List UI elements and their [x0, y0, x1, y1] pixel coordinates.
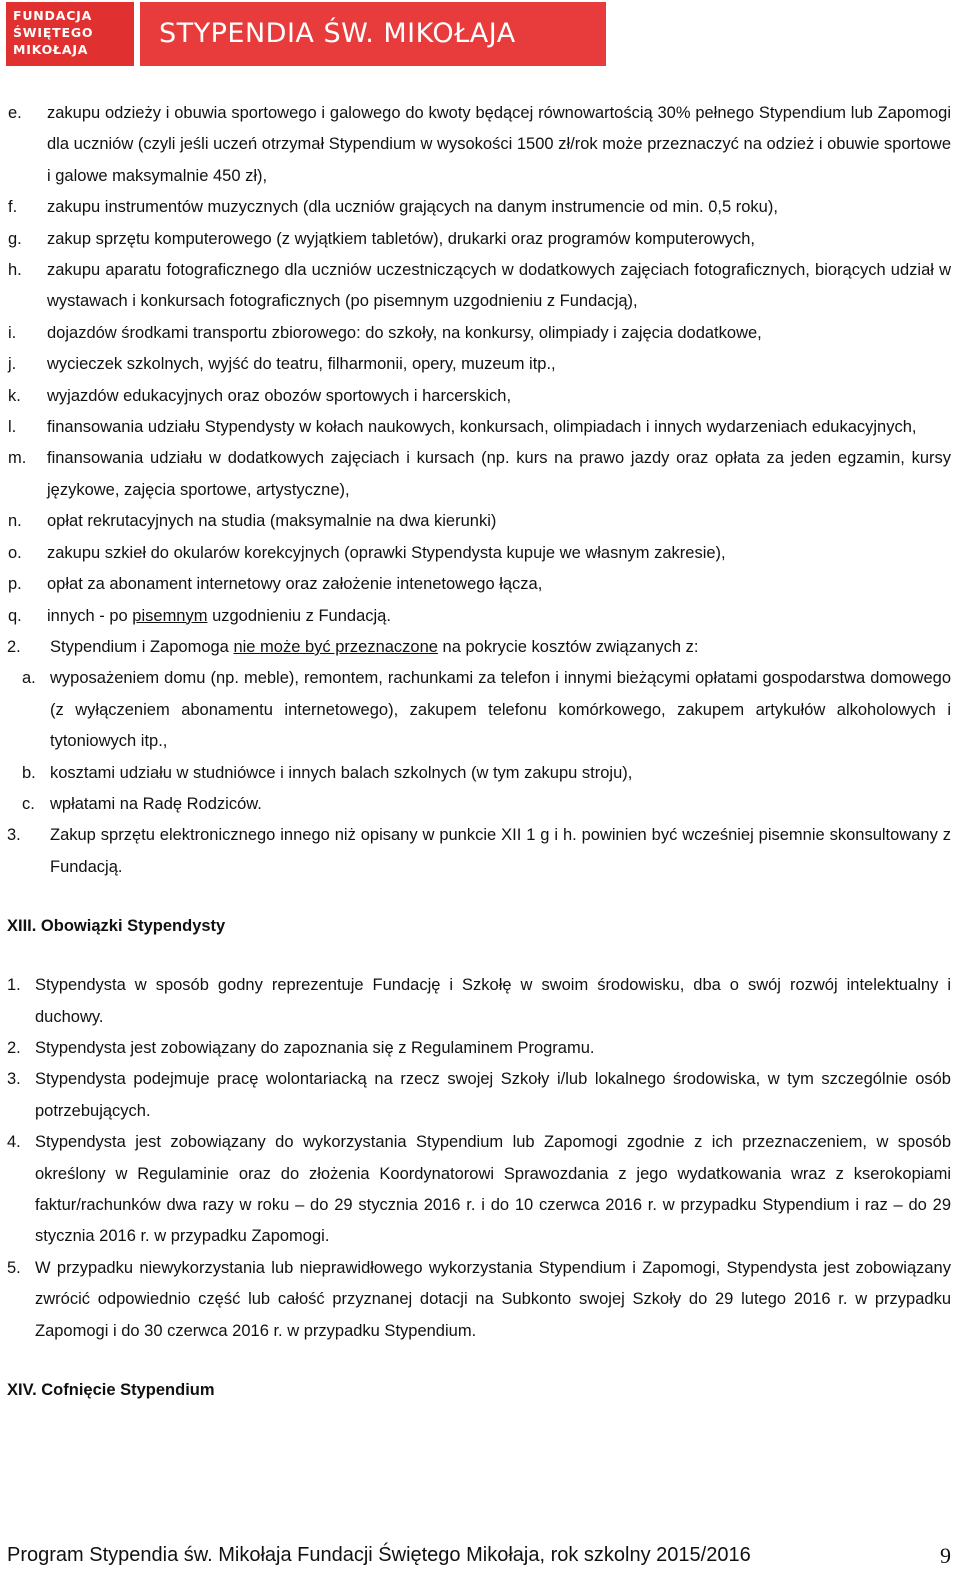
- excluded-expenses-list: [0, 663, 960, 820]
- list-item: [0, 569, 960, 600]
- list-text: Zakup sprzętu elektronicznego innego niż opisany w punkcie XII 1 g i h. powinien być wcześniej pisemnie skonsultowany z Fundacją.: [50, 826, 951, 876]
- list-text: Stypendysta jest zobowiązany do zapoznania się z Regulaminem Programu.: [35, 1038, 595, 1057]
- list-item: [0, 1253, 960, 1347]
- list-text: zakupu aparatu fotograficznego dla uczniów uczestniczących w dodatkowych zajęciach fotograficznych, biorących udział w wystawach i konkursach fotograficznych (po pisemnym uzgodnieniu z Fundacją),: [47, 261, 951, 311]
- list-item: [0, 663, 960, 757]
- list-marker: c.: [22, 794, 35, 813]
- list-item: [0, 601, 960, 632]
- list-marker: 3.: [7, 826, 21, 845]
- list-text: Stypendium i Zapomoga nie może być przeznaczone na pokrycie kosztów związanych z:: [50, 637, 699, 656]
- list-text: zakup sprzętu komputerowego (z wyjątkiem tabletów), drukarki oraz programów komputerowych,: [47, 229, 755, 248]
- list-marker: q.: [8, 606, 22, 625]
- obligations-list: [0, 970, 960, 1347]
- list-item: [0, 224, 960, 255]
- list-item: [0, 789, 960, 820]
- list-marker: 5.: [7, 1258, 21, 1277]
- list-text: wyjazdów edukacyjnych oraz obozów sportowych i harcerskich,: [47, 386, 512, 405]
- list-text: Stypendysta jest zobowiązany do wykorzystania Stypendium lub Zapomogi zgodnie z ich przeznaczeniem, w sposób określony w Regulaminie oraz do złożenia Koordynatorowi Sprawozdania z jego wydatkowania wraz z kserokopiami faktur/rachunków dwa razy w roku – do 29 stycznia 2016 r. i do 10 czerwca 2016 r. w przypadku Stypendium i raz – do 29 stycznia 2016 r. w przypadku Zapomogi.: [35, 1133, 951, 1246]
- list-text: zakupu szkieł do okularów korekcyjnych (oprawki Stypendysta kupuje we własnym zakresie),: [47, 543, 726, 562]
- list-item: [0, 255, 960, 318]
- list-marker: n.: [8, 512, 22, 531]
- list-text: wycieczek szkolnych, wyjść do teatru, filharmonii, opery, muzeum itp.,: [47, 355, 556, 374]
- list-item: [0, 1033, 960, 1064]
- list-marker: f.: [8, 198, 18, 217]
- list-text: dojazdów środkami transportu zbiorowego: do szkoły, na konkursy, olimpiady i zajęcia dodatkowe,: [47, 323, 762, 342]
- list-text: W przypadku niewykorzystania lub nieprawidłowego wykorzystania Stypendium i Zapomogi, Stypendysta jest zobowiązany zwrócić odpowiednio część lub całość przyznanej dotacji na Subkonto swojej Szkoły do 29 lutego 2016 r. w przypadku Zapomogi i do 30 czerwca 2016 r. w przypadku Stypendium.: [35, 1258, 951, 1340]
- list-marker: i.: [8, 323, 17, 342]
- logo-line: MIKOŁAJA: [13, 42, 89, 57]
- page-header: [6, 2, 606, 66]
- list-marker: 4.: [7, 1133, 21, 1152]
- list-text: Stypendysta podejmuje pracę wolontariacką na rzecz swojej Szkoły i/lub lokalnego środowiska, w tym szczególnie osób potrzebujących.: [35, 1070, 951, 1120]
- list-item: [0, 98, 960, 192]
- list-marker: p.: [8, 575, 22, 594]
- list-item: [0, 758, 960, 789]
- list-item: [0, 538, 960, 569]
- list-item: [0, 970, 960, 1033]
- logo-line: ŚWIĘTEGO: [13, 25, 94, 40]
- header-banner: STYPENDIA ŚW. MIKOŁAJA: [140, 2, 606, 66]
- list-item: [0, 632, 960, 663]
- list-item: [0, 192, 960, 223]
- list-marker: b.: [22, 763, 36, 782]
- list-marker: l.: [8, 418, 17, 437]
- list-marker: g.: [8, 229, 22, 248]
- list-item: [0, 1127, 960, 1253]
- list-marker: h.: [8, 261, 22, 280]
- underlined-text: nie może być przeznaczone: [233, 637, 438, 656]
- list-marker: 1.: [7, 976, 21, 995]
- section-heading: XIV. Cofnięcie Stypendium: [7, 1381, 215, 1400]
- page-number: 9: [940, 1543, 951, 1568]
- list-text: innych - po pisemnym uzgodnieniu z Fundacją.: [47, 606, 391, 625]
- list-item: [0, 506, 960, 537]
- list-marker: e.: [8, 104, 22, 122]
- list-text: finansowania udziału w dodatkowych zajęciach i kursach (np. kurs na prawo jazdy oraz opłata za jeden egzamin, kursy językowe, zajęcia sportowe, artystyczne),: [47, 449, 951, 499]
- list-item: [0, 381, 960, 412]
- list-text: zakupu instrumentów muzycznych (dla uczniów grających na danym instrumencie od min. 0,5 roku),: [47, 198, 778, 217]
- list-marker: 3.: [7, 1070, 21, 1089]
- foundation-logo: [6, 2, 134, 66]
- list-marker: o.: [8, 543, 22, 562]
- list-marker: a.: [22, 669, 36, 688]
- list-item: [0, 412, 960, 443]
- allowed-expenses-list: [0, 98, 960, 601]
- list-item: [0, 820, 960, 883]
- page-footer: [7, 1541, 951, 1569]
- list-marker: k.: [8, 386, 21, 405]
- list-item: [0, 1064, 960, 1127]
- underlined-text: pisemnym: [132, 606, 208, 625]
- list-marker: 2.: [7, 637, 21, 656]
- list-item: [0, 318, 960, 349]
- list-item: [0, 443, 960, 506]
- logo-line: FUNDACJA: [13, 8, 93, 23]
- list-text: kosztami udziału w studniówce i innych balach szkolnych (w tym zakupu stroju),: [50, 763, 633, 782]
- list-item: [0, 349, 960, 380]
- list-text: finansowania udziału Stypendysty w kołach naukowych, konkursach, olimpiadach i innych wydarzeniach edukacyjnych,: [47, 418, 917, 437]
- footer-text: Program Stypendia św. Mikołaja Fundacji Świętego Mikołaja, rok szkolny 2015/2016: [7, 1544, 751, 1566]
- list-text: opłat za abonament internetowy oraz założenie intenetowego łącza,: [47, 575, 543, 594]
- list-text: wyposażeniem domu (np. meble), remontem, rachunkami za telefon i innymi bieżącymi opłatami gospodarstwa domowego (z wyłączeniem abonamentu internetowego), zakupem telefonu komórkowego, zakupem artykułów alkoholowych i tytoniowych itp.,: [50, 669, 951, 751]
- list-marker: j.: [8, 355, 17, 374]
- section-heading: XIII. Obowiązki Stypendysty: [7, 917, 226, 936]
- document-body: [0, 98, 960, 1406]
- list-marker: 2.: [7, 1038, 21, 1057]
- list-text: Stypendysta w sposób godny reprezentuje Fundację i Szkołę w swoim środowisku, dba o swój rozwój intelektualny i duchowy.: [35, 976, 951, 1026]
- list-text: opłat rekrutacyjnych na studia (maksymalnie na dwa kierunki): [47, 512, 497, 531]
- list-text: zakupu odzieży i obuwia sportowego i galowego do kwoty będącej równowartością 30% pełnego Stypendium lub Zapomogi dla uczniów (czyli jeśli uczeń otrzymał Stypendium w wysokości 1500 zł/rok może przeznaczyć na odzież i obuwie sportowe i galowe maksymalnie 450 zł),: [47, 104, 951, 185]
- list-marker: m.: [8, 449, 27, 468]
- list-text: wpłatami na Radę Rodziców.: [50, 794, 262, 813]
